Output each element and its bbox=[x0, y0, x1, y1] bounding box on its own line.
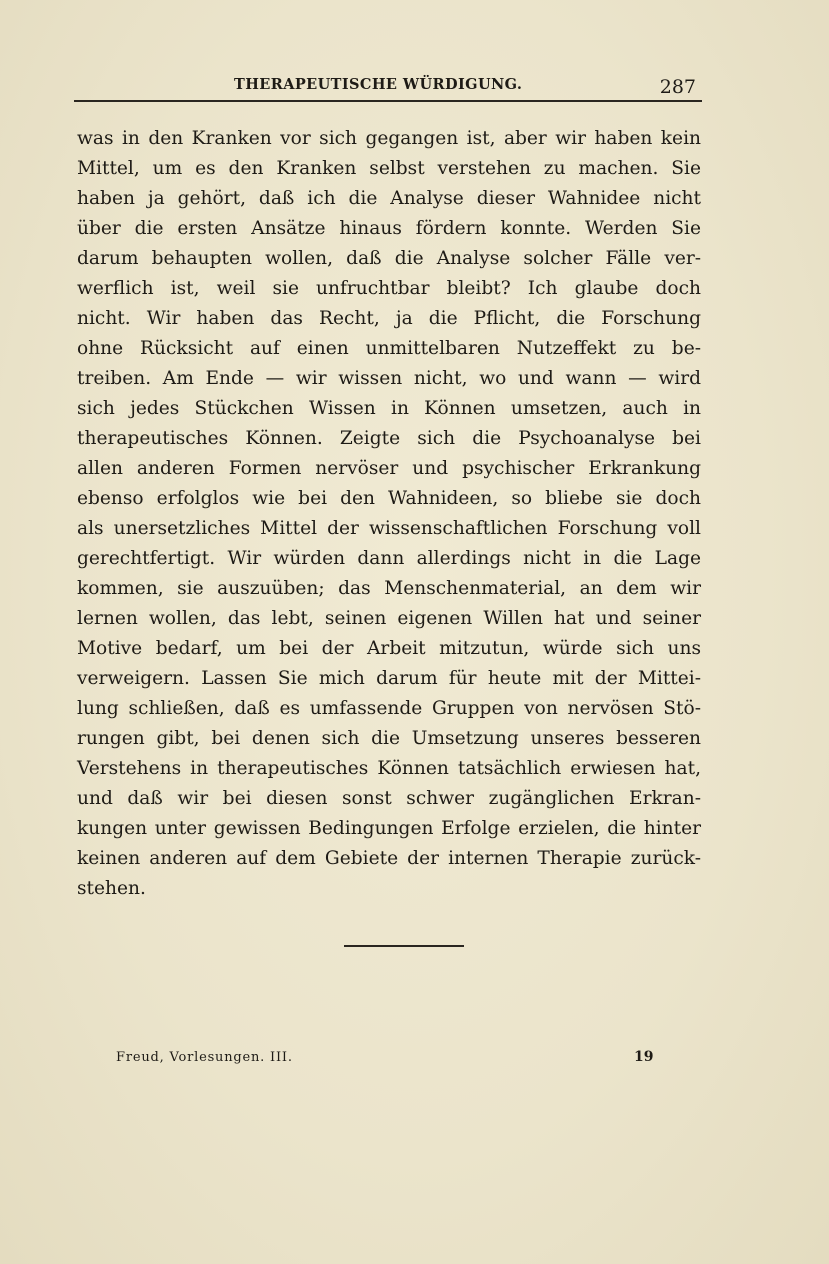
text-line: Verstehens in therapeutisches Können tatsächlich erwiesen hat, bbox=[77, 758, 701, 779]
text-line: haben ja gehört, daß ich die Analyse dieser Wahnidee nicht bbox=[77, 188, 701, 209]
text-line: lung schließen, daß es umfassende Gruppen von nervösen Stö- bbox=[77, 698, 701, 719]
text-line: werflich ist, weil sie unfruchtbar bleibt? Ich glaube doch bbox=[77, 278, 701, 299]
text-line: als unersetzliches Mittel der wissenschaftlichen Forschung voll bbox=[77, 518, 701, 539]
text-line: lernen wollen, das lebt, seinen eigenen Willen hat und seiner bbox=[77, 608, 701, 629]
text-line: kommen, sie auszuüben; das Menschenmaterial, an dem wir bbox=[77, 578, 701, 599]
text-line: was in den Kranken vor sich gegangen ist, aber wir haben kein bbox=[77, 128, 701, 149]
text-line: Mittel, um es den Kranken selbst verstehen zu machen. Sie bbox=[77, 158, 701, 179]
text-line: ohne Rücksicht auf einen unmittelbaren Nutzeffekt zu be- bbox=[77, 338, 701, 359]
text-line: ebenso erfolglos wie bei den Wahnideen, so bliebe sie doch bbox=[77, 488, 701, 509]
text-line: kungen unter gewissen Bedingungen Erfolge erzielen, die hinter bbox=[77, 818, 701, 839]
text-line: therapeutisches Können. Zeigte sich die Psychoanalyse bei bbox=[77, 428, 701, 449]
signature-mark: 19 bbox=[634, 1049, 654, 1065]
text-line: keinen anderen auf dem Gebiete der internen Therapie zurück- bbox=[77, 848, 701, 869]
text-line: und daß wir bei diesen sonst schwer zugänglichen Erkran- bbox=[77, 788, 701, 809]
text-line: nicht. Wir haben das Recht, ja die Pflicht, die Forschung bbox=[77, 308, 701, 329]
text-line: sich jedes Stückchen Wissen in Können umsetzen, auch in bbox=[77, 398, 701, 419]
section-end-rule bbox=[344, 945, 464, 947]
text-line: gerechtfertigt. Wir würden dann allerdings nicht in die Lage bbox=[77, 548, 701, 569]
text-line: darum behaupten wollen, daß die Analyse solcher Fälle ver- bbox=[77, 248, 701, 269]
text-line: allen anderen Formen nervöser und psychischer Erkrankung bbox=[77, 458, 701, 479]
page-number: 287 bbox=[659, 76, 696, 98]
text-line: verweigern. Lassen Sie mich darum für heute mit der Mittei- bbox=[77, 668, 701, 689]
text-line: rungen gibt, bei denen sich die Umsetzung unseres besseren bbox=[77, 728, 701, 749]
header-rule bbox=[74, 100, 702, 102]
running-title: THERAPEUTISCHE WÜRDIGUNG. bbox=[234, 76, 523, 93]
text-line: über die ersten Ansätze hinaus fördern konnte. Werden Sie bbox=[77, 218, 701, 239]
body-text bbox=[77, 124, 701, 904]
signature-line: Freud, Vorlesungen. III. bbox=[116, 1050, 293, 1065]
text-line: Motive bedarf, um bei der Arbeit mitzutun, würde sich uns bbox=[77, 638, 701, 659]
running-head bbox=[74, 70, 702, 100]
text-line: stehen. bbox=[77, 878, 146, 899]
text-line: treiben. Am Ende — wir wissen nicht, wo und wann — wird bbox=[77, 368, 701, 389]
